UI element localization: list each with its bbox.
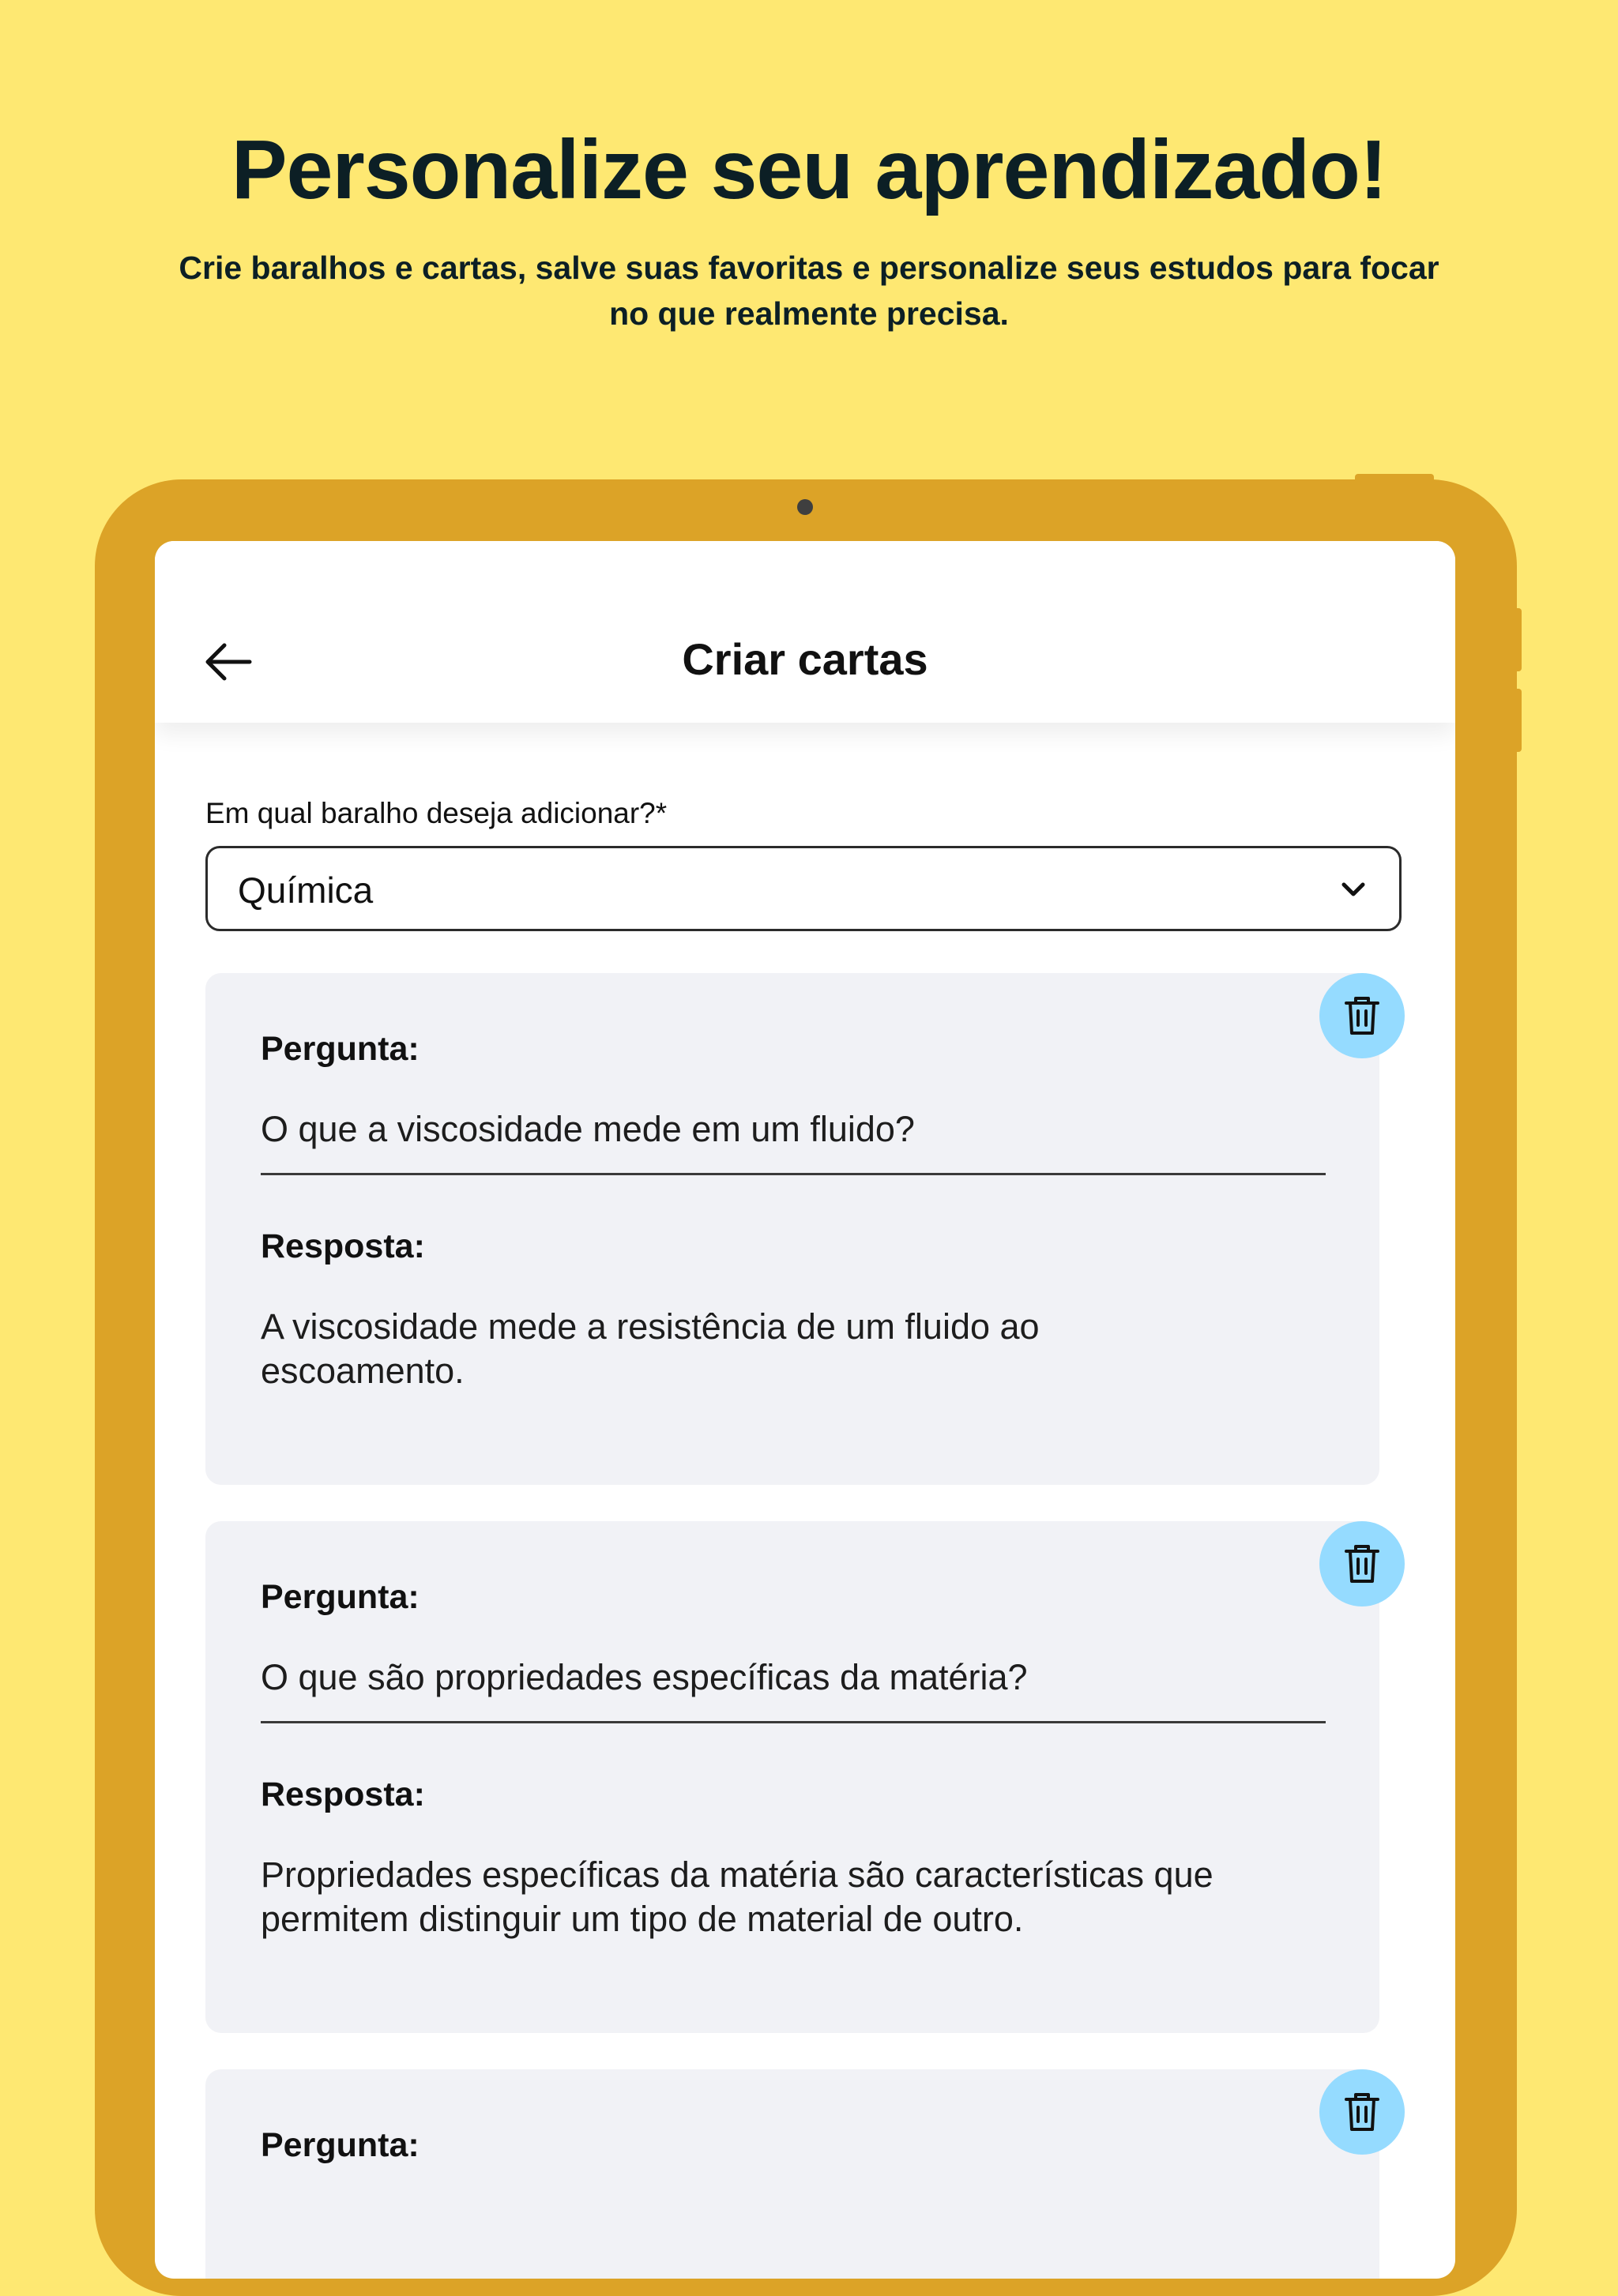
chevron-down-icon	[1339, 875, 1368, 904]
delete-card-button[interactable]	[1319, 973, 1405, 1058]
trash-icon	[1343, 1543, 1381, 1585]
trash-icon	[1343, 994, 1381, 1037]
flashcard	[205, 1521, 1379, 2033]
answer-input[interactable]: Propriedades específicas da matéria são características que permitem distinguir um tipo de material de outro.	[261, 1854, 1214, 1939]
answer-input[interactable]: A viscosidade mede a resistência de um fluido ao escoamento.	[261, 1306, 1040, 1391]
question-underline	[261, 1173, 1326, 1175]
deck-select[interactable]	[205, 846, 1402, 931]
flashcard	[205, 2069, 1379, 2279]
deck-select-value: Química	[238, 870, 374, 911]
question-label: Pergunta:	[261, 1030, 420, 1068]
question-label: Pergunta:	[261, 2126, 420, 2164]
question-input[interactable]: O que a viscosidade mede em um fluido?	[261, 1109, 915, 1149]
question-input[interactable]: O que são propriedades específicas da matéria?	[261, 1657, 1028, 1697]
answer-label: Resposta:	[261, 1227, 425, 1265]
hero-title: Personalize seu aprendizado!	[231, 123, 1387, 216]
app-screen	[155, 541, 1455, 2279]
hero-subtitle: Crie baralhos e cartas, salve suas favoritas e personalize seus estudos para focar no que realmente precisa.	[179, 250, 1439, 332]
question-label: Pergunta:	[261, 1578, 420, 1616]
trash-icon	[1343, 2091, 1381, 2133]
delete-card-button[interactable]	[1319, 2069, 1405, 2155]
tablet-camera	[797, 499, 813, 515]
answer-label: Resposta:	[261, 1776, 425, 1813]
question-underline	[261, 1721, 1326, 1723]
deck-select-label: Em qual baralho deseja adicionar?*	[205, 797, 668, 829]
flashcard	[205, 973, 1379, 1485]
app-header	[155, 541, 1455, 723]
delete-card-button[interactable]	[1319, 1521, 1405, 1606]
page-title: Criar cartas	[682, 634, 928, 684]
